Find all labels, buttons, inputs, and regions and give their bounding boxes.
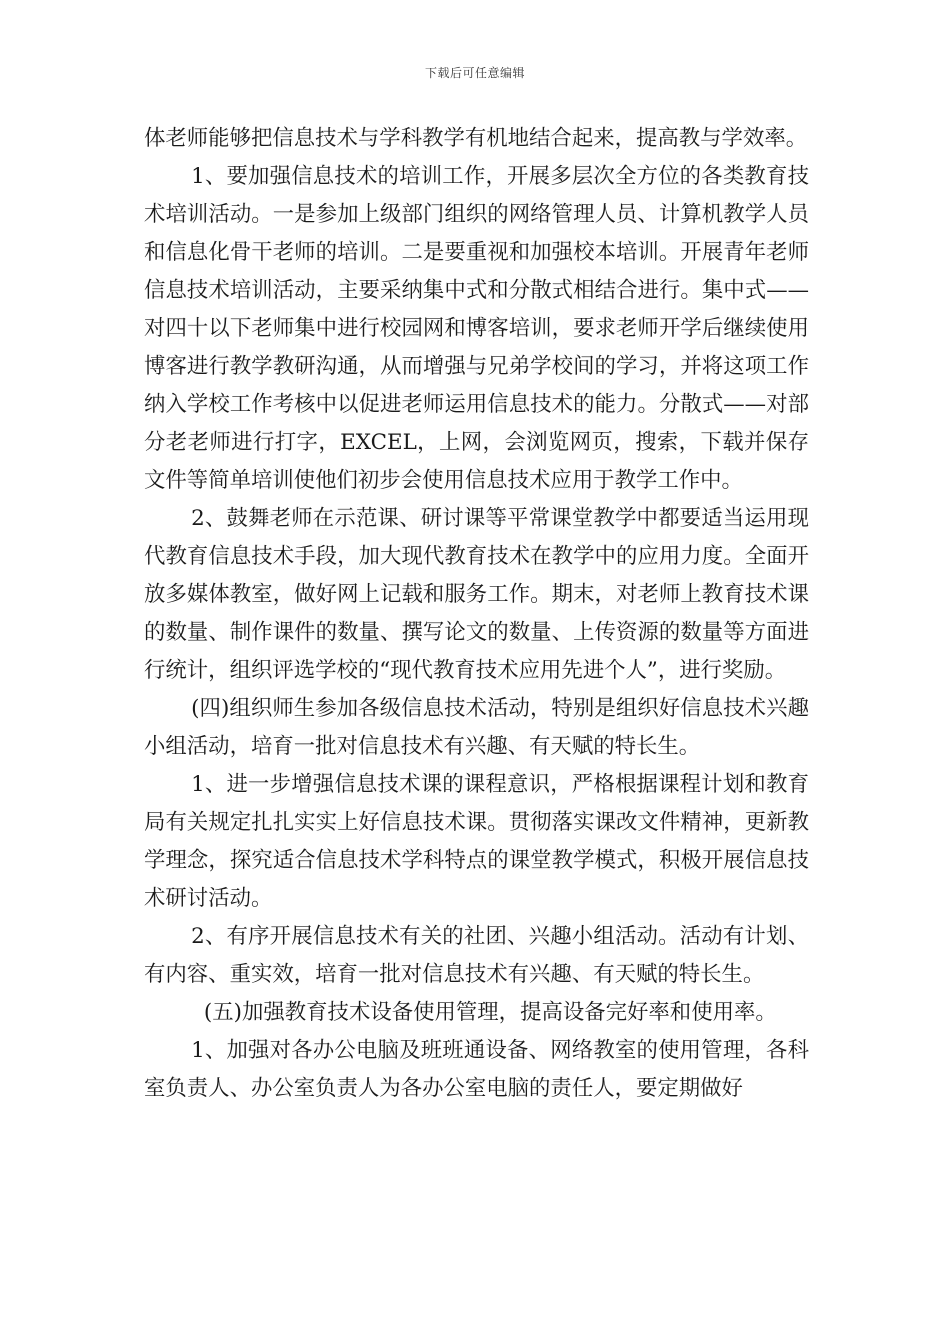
paragraph-training: 1、要加强信息技术的培训工作，开展多层次全方位的各类教育技术培训活动。一是参加上级部门组织的网络管理人员、计算机教学人员和信息化骨干老师的培训。二是要重视和加强校本培训。开展青年老师信息技术培训活动，主要采纳集中式和分散式相结合进行。集中式——对四十以下老师集中进行校园网和博客培训，要求老师开学后继续使用博客进行教学教研沟通，从而增强与兄弟学校间的学习，并将这项工作纳入学校工作考核中以促进老师运用信息技术的能力。分散式——对部分老老师进行打字，EXCEL，上网，会浏览网页，搜索，下载并保存文件等简单培训使他们初步会使用信息技术应用于教学工作中。 xyxy=(144,164,809,493)
paragraph-equipment: 1、加强对各办公电脑及班班通设备、网络教室的使用管理，各科室负责人、办公室负责人为各办公室电脑的责任人，要定期做好 xyxy=(144,1038,809,1101)
paragraph-curriculum: 1、进一步增强信息技术课的课程意识，严格根据课程计划和教育局有关规定扎扎实实上好信息技术课。贯彻落实课改文件精神，更新教学理念，探究适合信息技术学科特点的课堂教学模式，积极开展信息技术研讨活动。 xyxy=(144,772,809,911)
section-heading-5: (五)加强教育技术设备使用管理，提高设备完好率和使用率。 xyxy=(203,1000,777,1025)
document-body xyxy=(144,120,809,1108)
paragraph-encourage-teachers: 2、鼓舞老师在示范课、研讨课等平常课堂教学中都要适当运用现代教育信息技术手段，加大现代教育技术在教学中的应用力度。全面开放多媒体教室，做好网上记载和服务工作。期末，对老师上教育技术课的数量、制作课件的数量、撰写论文的数量、上传资源的数量等方面进行统计，组织评选学校的“现代教育技术应用先进个人”，进行奖励。 xyxy=(144,506,809,683)
paragraph-clubs: 2、有序开展信息技术有关的社团、兴趣小组活动。活动有计划、有内容、重实效，培育一批对信息技术有兴趣、有天赋的特长生。 xyxy=(144,924,809,987)
page-header: 下载后可任意编辑 xyxy=(424,66,525,80)
paragraph-continuation: 体老师能够把信息技术与学科教学有机地结合起来，提高教与学效率。 xyxy=(144,126,808,151)
section-heading-4: (四)组织师生参加各级信息技术活动，特别是组织好信息技术兴趣小组活动，培育一批对信息技术有兴趣、有天赋的特长生。 xyxy=(144,696,809,759)
